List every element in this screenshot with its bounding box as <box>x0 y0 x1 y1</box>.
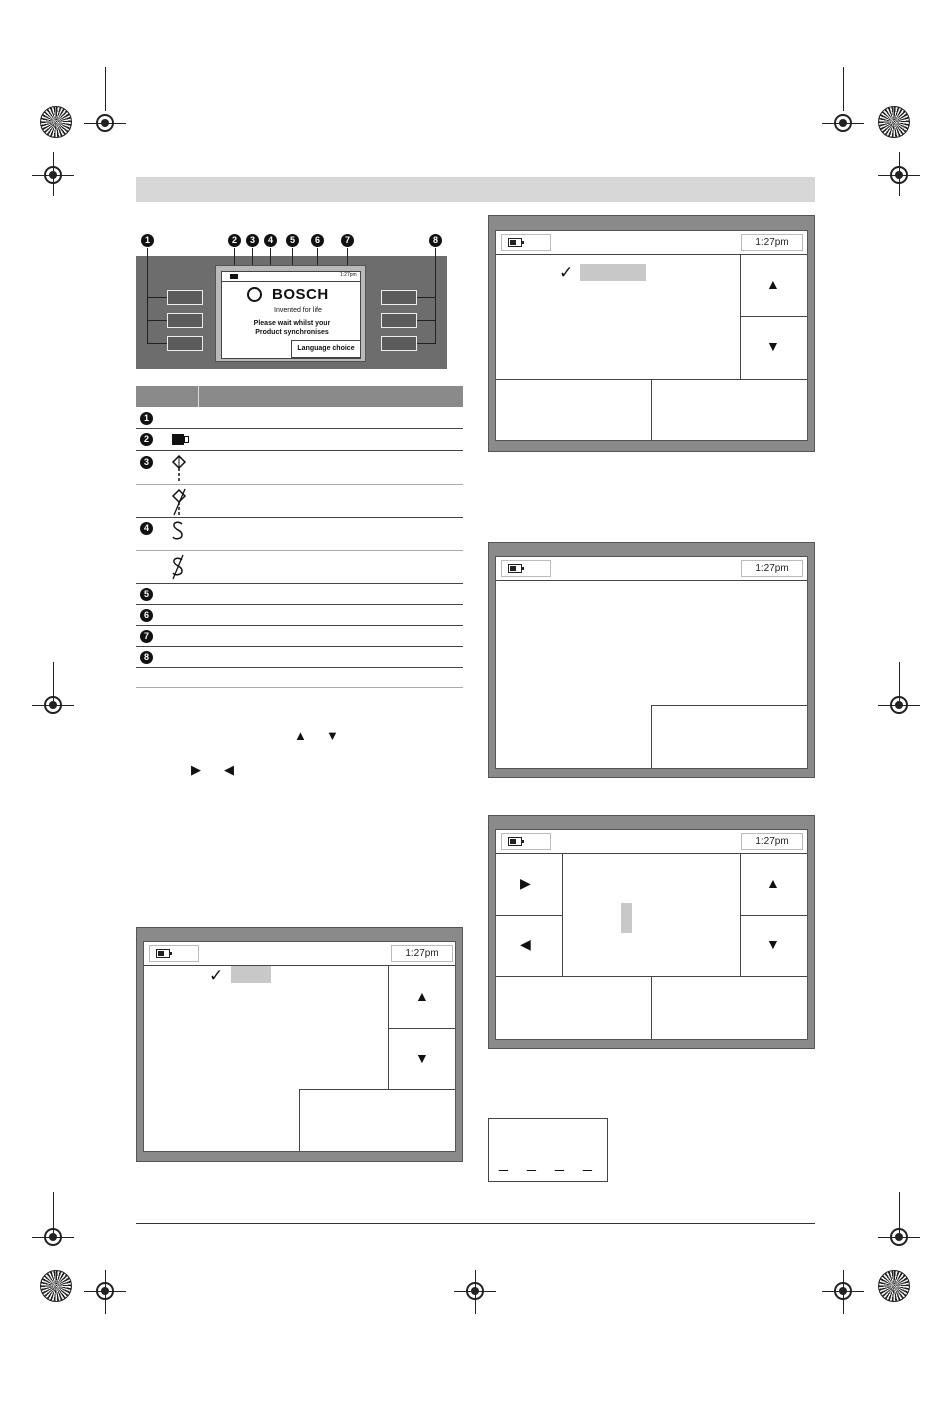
check-icon: ✓ <box>559 263 574 282</box>
page-footer-rule <box>136 1223 815 1224</box>
battery-box <box>501 234 551 251</box>
table-header <box>136 386 463 407</box>
scroll-up-button[interactable]: ▲ <box>766 875 780 891</box>
crosshair-vline <box>899 662 900 706</box>
battery-icon <box>508 564 522 573</box>
callout-5: 5 <box>286 234 299 247</box>
battery-box <box>501 833 551 850</box>
selected-item-highlight[interactable] <box>580 264 646 281</box>
table-row-rule <box>136 667 463 668</box>
softkey-divider <box>740 915 807 916</box>
callout-4: 4 <box>264 234 277 247</box>
table-row-number: 6 <box>140 609 153 622</box>
star-target-bottom-right <box>878 1270 910 1302</box>
status-bar-rule <box>222 281 360 282</box>
brand-name: BOSCH <box>272 286 329 303</box>
star-target-top-left <box>40 106 72 138</box>
page-header-band <box>136 177 815 202</box>
right-bottom-softkey[interactable] <box>652 977 807 1039</box>
device-display <box>221 271 361 359</box>
crosshair-vline <box>53 152 54 196</box>
crosshair-mark <box>834 114 852 132</box>
check-icon: ✓ <box>209 966 224 985</box>
scroll-up-button[interactable]: ▲ <box>415 988 429 1004</box>
right-softkey-1[interactable] <box>381 290 417 305</box>
table-row-number: 5 <box>140 588 153 601</box>
leader-line <box>147 248 148 344</box>
screen-b <box>495 556 808 769</box>
brand-tagline: Invented for life <box>274 307 322 314</box>
status-time: 1:27pm <box>340 272 357 278</box>
crosshair-vline <box>105 67 106 111</box>
battery-box <box>501 560 551 577</box>
right-bottom-softkey[interactable] <box>652 380 807 440</box>
left-softkey-3[interactable] <box>167 336 203 351</box>
table-row-rule <box>136 428 463 429</box>
leader-line <box>147 297 167 298</box>
table-row-rule <box>136 450 463 451</box>
previous-button[interactable]: ◀ <box>520 936 531 952</box>
crosshair-vline <box>899 1192 900 1236</box>
leader-line <box>417 297 435 298</box>
table-row-number: 3 <box>140 456 153 469</box>
table-row-rule <box>136 484 463 485</box>
softkey-divider <box>496 915 562 916</box>
selected-item-highlight[interactable] <box>231 966 271 983</box>
table-header-divider <box>198 386 199 407</box>
right-bottom-softkey[interactable] <box>300 1090 455 1151</box>
scroll-down-button[interactable]: ▼ <box>766 338 780 354</box>
table-row-rule <box>136 517 463 518</box>
scroll-down-button[interactable]: ▼ <box>415 1050 429 1066</box>
battery-icon <box>230 274 238 279</box>
table-row-rule <box>136 604 463 605</box>
table-row-number: 1 <box>140 412 153 425</box>
callout-1: 1 <box>141 234 154 247</box>
crosshair-vline <box>475 1270 476 1314</box>
clock-display: 1:27pm <box>391 945 453 962</box>
status-rule <box>144 965 455 966</box>
leader-line <box>435 248 436 344</box>
table-row-number: 7 <box>140 630 153 643</box>
crosshair-vline <box>843 67 844 111</box>
clock-display: 1:27pm <box>741 833 803 850</box>
table-row-number: 8 <box>140 651 153 664</box>
code-digit-1: _ <box>499 1155 508 1172</box>
code-entry-box[interactable] <box>488 1118 608 1182</box>
scroll-down-button[interactable]: ▼ <box>766 936 780 952</box>
status-rule <box>496 853 807 854</box>
screen-a <box>495 230 808 441</box>
table-row-number: 2 <box>140 433 153 446</box>
clock-display: 1:27pm <box>741 560 803 577</box>
battery-icon <box>156 949 170 958</box>
crosshair-vline <box>105 1270 106 1314</box>
down-arrow-icon: ▼ <box>326 728 339 743</box>
code-digit-4: _ <box>583 1155 592 1172</box>
battery-icon <box>508 238 522 247</box>
clock-display: 1:27pm <box>741 234 803 251</box>
table-row-rule <box>136 646 463 647</box>
crosshair-mark <box>96 114 114 132</box>
s-icon <box>170 520 186 542</box>
callout-3: 3 <box>246 234 259 247</box>
softkey-divider <box>562 853 563 976</box>
table-row-number: 4 <box>140 522 153 535</box>
left-softkey-2[interactable] <box>167 313 203 328</box>
table-row-rule <box>136 583 463 584</box>
crosshair-vline <box>843 1270 844 1314</box>
crosshair-vline <box>53 1192 54 1236</box>
sync-message-line-2: Product synchronises <box>255 329 329 336</box>
leader-line <box>147 343 167 344</box>
right-arrow-icon: ▶ <box>191 762 201 777</box>
star-target-bottom-left <box>40 1270 72 1302</box>
s-strike-icon <box>170 554 186 580</box>
battery-icon <box>508 837 522 846</box>
callout-2: 2 <box>228 234 241 247</box>
screen-c <box>495 829 808 1040</box>
leader-line <box>147 320 167 321</box>
softkey-divider <box>388 1028 455 1029</box>
table-row-rule <box>136 687 463 688</box>
right-bottom-softkey[interactable] <box>652 706 807 768</box>
battery-box <box>149 945 199 962</box>
right-softkey-2[interactable] <box>381 313 417 328</box>
next-button[interactable]: ▶ <box>520 875 531 891</box>
status-rule <box>496 580 807 581</box>
up-arrow-icon: ▲ <box>294 728 307 743</box>
sync-icon <box>170 454 188 482</box>
code-digit-3: _ <box>555 1155 564 1172</box>
softkey-divider <box>740 316 807 317</box>
left-bottom-softkey[interactable] <box>496 977 651 1039</box>
softkey-divider <box>388 965 389 1089</box>
crosshair-vline <box>53 662 54 706</box>
crosshair-vline <box>899 152 900 196</box>
screen-d <box>143 941 456 1152</box>
leader-line <box>417 343 435 344</box>
bosch-logo-icon <box>247 287 262 302</box>
battery-icon <box>172 434 190 445</box>
left-arrow-icon: ◀ <box>224 762 234 777</box>
sync-off-icon <box>170 488 188 516</box>
callout-6: 6 <box>311 234 324 247</box>
language-choice-softkey[interactable]: Language choice <box>291 340 361 358</box>
callout-8: 8 <box>429 234 442 247</box>
callout-7: 7 <box>341 234 354 247</box>
left-softkey-1[interactable] <box>167 290 203 305</box>
sync-message-line-1: Please wait whilst your <box>253 320 331 327</box>
status-rule <box>496 254 807 255</box>
scroll-up-button[interactable]: ▲ <box>766 276 780 292</box>
table-row-rule <box>136 625 463 626</box>
code-digit-2: _ <box>527 1155 536 1172</box>
leader-line <box>417 320 435 321</box>
cursor-highlight <box>621 903 632 933</box>
table-row-rule <box>136 550 463 551</box>
left-bottom-softkey[interactable] <box>496 380 651 440</box>
star-target-top-right <box>878 106 910 138</box>
right-softkey-3[interactable] <box>381 336 417 351</box>
